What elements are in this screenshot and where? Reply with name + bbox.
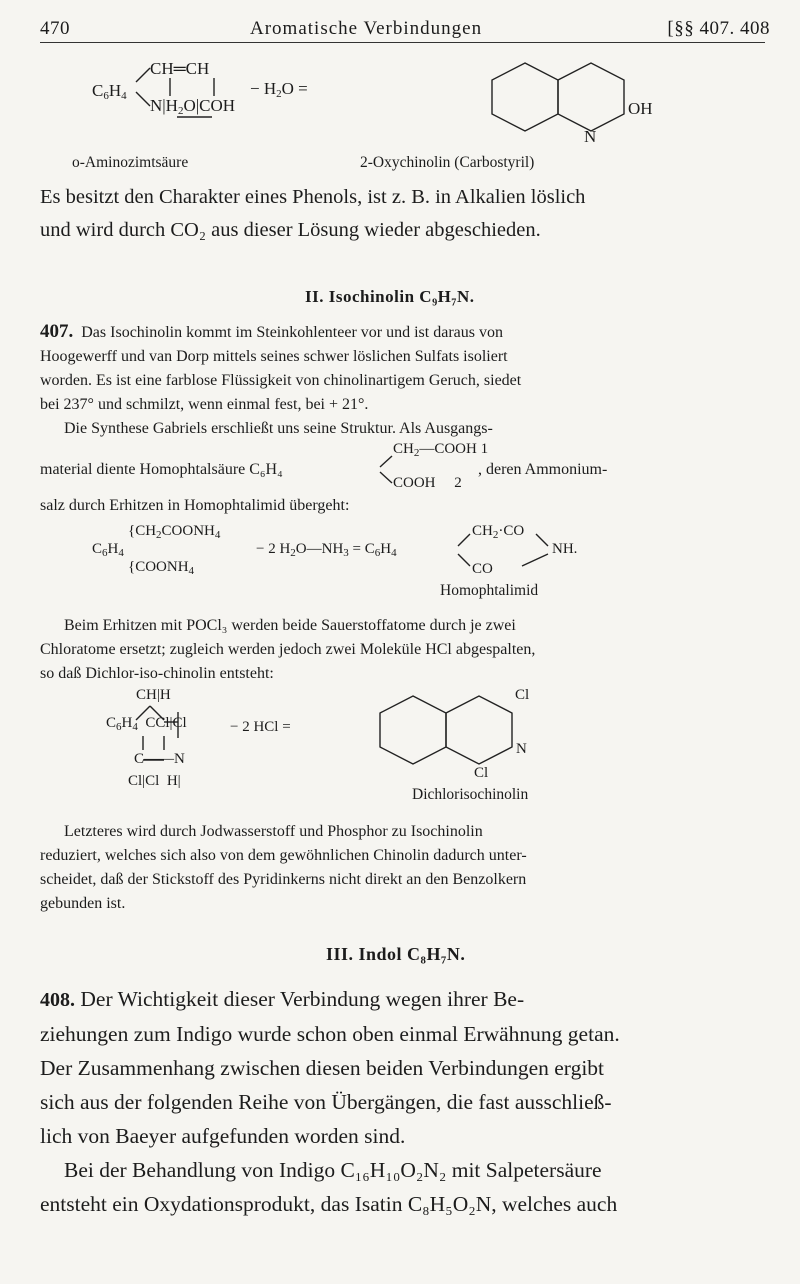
text-line: Chloratome ersetzt; zugleich werden jedoch zwei Moleküle HCl abgespalten,	[40, 641, 536, 658]
text-line: Bei der Behandlung von Indigo C₁₆H₁₀O₂N₂ mit Salpetersäure	[64, 1158, 602, 1182]
formula-c6h4: $C_6H_4$	[92, 81, 127, 102]
text-line: reduziert, welches sich also von dem gewöhnlichen Chinolin dadurch unter-	[40, 847, 527, 864]
text-line: Es besitzt den Charakter eines Phenols, ist z. B. in Alkalien löslich	[40, 186, 586, 208]
section-heading-indol: III. Indol C₈H₇N.	[326, 944, 466, 964]
formula-minus-water: − $H_2O$ =	[250, 79, 308, 100]
label-homophtalimid: Homophtalimid	[440, 582, 539, 599]
formula-ch-ch: CH═CH	[150, 59, 210, 78]
text-line: Hoogewerff und van Dorp mittels seines schwer löslichen Sulfats isoliert	[40, 348, 508, 365]
formula-nh: NH.	[552, 541, 578, 557]
formula-coonh4: {$COONH_4$	[128, 559, 195, 577]
text-line: gebunden ist.	[40, 895, 126, 912]
formula-ch-h: CH|H	[136, 687, 171, 703]
text-line: lich von Baeyer aufgefunden worden sind.	[40, 1124, 406, 1148]
formula-minus: − 2 $H_2O—NH_3 = C_6H_4$	[256, 541, 397, 559]
paragraph-letzteres	[40, 820, 527, 916]
label-carbostyril: 2-Oxychinolin (Carbostyril)	[360, 154, 535, 171]
text-line: worden. Es ist eine farblose Flüssigkeit von chinolinartigem Geruch, siedet	[40, 372, 522, 389]
text-line: 407. Das Isochinolin kommt im Steinkohlenteer vor und ist daraus von	[40, 321, 503, 342]
formula-nh-coh: $N|H_2O|COH$	[150, 96, 236, 117]
formula-co: CO	[472, 561, 493, 577]
section-reference: [§§ 407. 408	[667, 18, 770, 39]
formula-cl-top: Cl	[515, 687, 530, 703]
text-line: Der Zusammenhang zwischen diesen beiden Verbindungen ergibt	[40, 1056, 605, 1080]
text-line: Letzteres wird durch Jodwasserstoff und Phosphor zu Isochinolin	[64, 823, 483, 840]
formula-c6h4: $C_6H_4$	[92, 541, 124, 559]
formula-cl-bottom: Cl	[474, 765, 489, 781]
formula-minus-hcl: − 2 HCl =	[230, 719, 291, 735]
formula-cl-cl-h: Cl|Cl H|	[128, 773, 181, 789]
text-line: entsteht ein Oxydationsprodukt, das Isatin C₈H₅O₂N, welches auch	[40, 1192, 618, 1216]
paragraph-408	[40, 982, 620, 1221]
formula-oh: OH	[628, 99, 653, 118]
formula-c-n: C——N	[134, 751, 185, 767]
text-line: ziehungen zum Indigo wurde schon oben einmal Erwähnung getan.	[40, 1022, 620, 1046]
text-span: Das Isochinolin kommt im Steinkohlenteer vor und ist daraus von	[81, 324, 503, 341]
text-line: 408. Der Wichtigkeit dieser Verbindung wegen ihrer Be-	[40, 987, 525, 1011]
text-line: Die Synthese Gabriels erschließt uns seine Struktur. Als Ausgangs-	[64, 420, 493, 437]
text-span: salz durch Erhitzen in Homophtalimid übergeht:	[40, 497, 350, 514]
label-aminozimtsaeure: o-Aminozimtsäure	[72, 154, 189, 171]
text-line: Beim Erhitzen mit POCl₃ werden beide Sauerstoffatome durch je zwei	[64, 617, 516, 634]
text-span: , deren Ammonium-	[478, 461, 608, 478]
formula-n-ring: N	[516, 741, 527, 757]
text-line: bei 237° und schmilzt, wenn einmal fest, bei + 21°.	[40, 396, 369, 413]
section-heading-isochinolin: II. Isochinolin C₉H₇N.	[305, 287, 475, 306]
formula-ch2co: $CH_2\cdot CO$	[472, 523, 525, 541]
running-title: Aromatische Verbindungen	[250, 18, 483, 39]
text-span: Der Wichtigkeit dieser Verbindung wegen ihrer Be-	[80, 987, 525, 1011]
page-number: 470	[40, 18, 70, 39]
text-line: sich aus der folgenden Reihe von Übergängen, die fast ausschließ-	[40, 1090, 612, 1114]
formula-ch2cooh: $CH_2—COOH$ 1	[393, 441, 489, 459]
formula-cooh: COOH 2	[393, 475, 462, 491]
text-span: material diente Homophtalsäure C₆H₄	[40, 461, 283, 478]
formula-c6h4-cocl: $C_6H_4$ CCl|Cl	[106, 715, 187, 733]
text-line: scheidet, daß der Stickstoff des Pyridinkerns nicht direkt an den Benzolkern	[40, 871, 527, 888]
text-line: so daß Dichlor-iso-chinolin entsteht:	[40, 665, 274, 682]
text-line: und wird durch CO₂ aus dieser Lösung wieder abgeschieden.	[40, 219, 541, 241]
formula-n: N	[584, 127, 597, 146]
formula-ch2coonh4: {$CH_2COONH_4$	[128, 523, 221, 541]
label-dichlorisochinolin: Dichlorisochinolin	[412, 786, 529, 803]
